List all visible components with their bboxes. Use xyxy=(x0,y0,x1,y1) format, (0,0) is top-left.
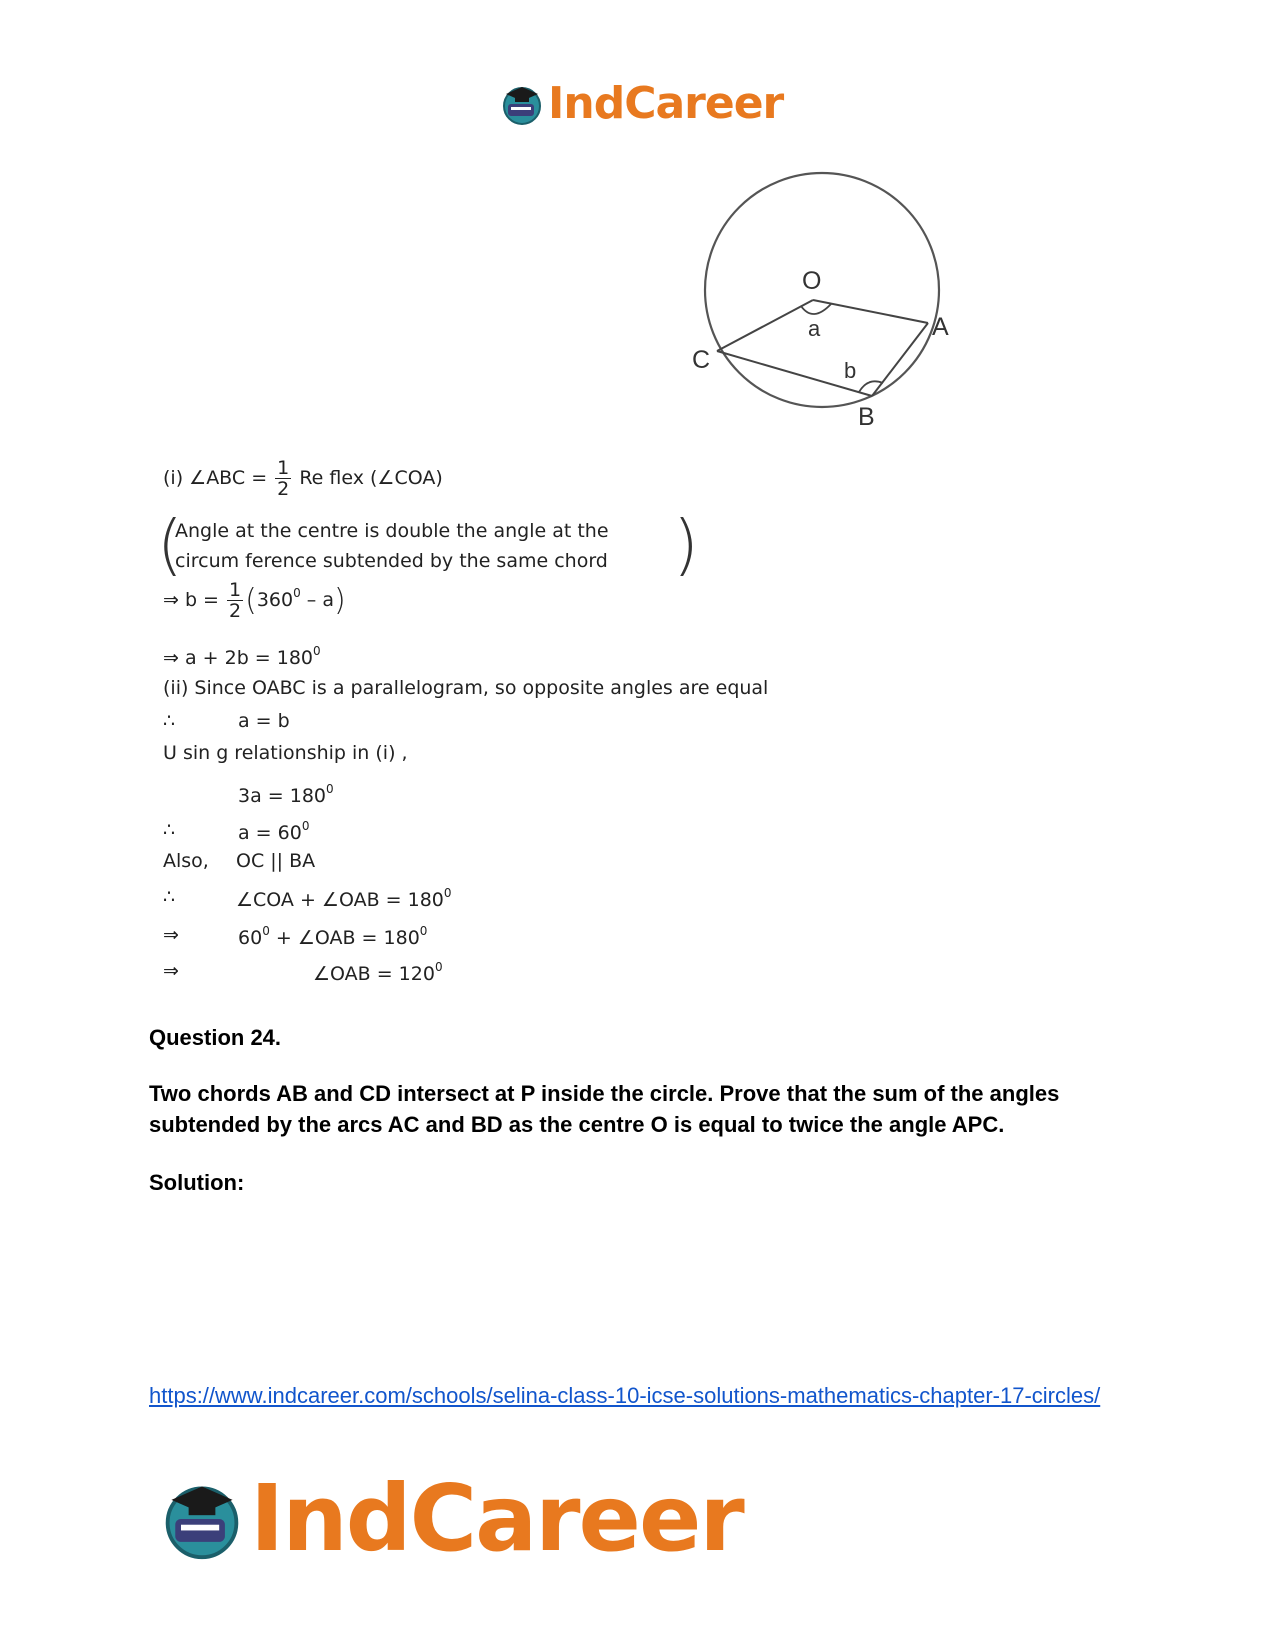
label-angle-a: a xyxy=(808,316,821,341)
solution-line-2b: circum ference subtended by the same chord xyxy=(175,550,608,572)
brand-name: IndCareer xyxy=(250,1465,743,1572)
reflex-coa: Re flex (∠COA) xyxy=(299,467,443,489)
angle-abc-lhs: ∠ABC = xyxy=(189,467,268,489)
solution-line-9: ∴ $a = 60^0$ xyxy=(163,819,310,844)
brand-name: IndCareer xyxy=(548,78,784,129)
solution-line-12: ⇒ $60^0$ + ∠OAB = $180^0$ xyxy=(163,924,428,949)
solution-label: Solution: xyxy=(149,1170,245,1195)
label-b-point: B xyxy=(858,403,875,431)
circle-diagram xyxy=(692,175,1000,460)
question-heading: Question 24. xyxy=(149,1025,282,1050)
label-a-point: A xyxy=(932,313,949,341)
label-o: O xyxy=(802,267,822,295)
graduation-cap-book-globe-icon xyxy=(160,1477,244,1561)
question-text: Two chords AB and CD intersect at P inside the circle. Prove that the sum of the angles subtended by the arcs AC and BD as the centre O is equal to twice the angle APC. xyxy=(149,1081,1060,1137)
source-url-link[interactable]: https://www.indcareer.com/schools/selina-class-10-icse-solutions-mathematics-chapter-17-circles/ xyxy=(149,1383,1101,1408)
solution-line-10: Also, OC || BA xyxy=(163,850,316,872)
fraction-half: $\frac{1}{2}$ xyxy=(277,457,290,500)
solution-line-8: $3a = 180^0$ xyxy=(238,782,334,807)
line-oc xyxy=(717,300,813,351)
close-paren: ) xyxy=(673,506,699,583)
footer-logo xyxy=(160,1465,743,1572)
solution-line-3: ⇒ b = $\frac{1}{2}$ $(360^0 - a)$ xyxy=(163,579,346,622)
solution-line-1 xyxy=(163,458,443,499)
line-oa xyxy=(813,300,928,323)
graduation-cap-book-globe-icon xyxy=(500,82,544,126)
label-angle-b: b xyxy=(844,358,857,383)
circle-outline xyxy=(705,173,939,407)
part-label-i: (i) xyxy=(163,467,184,489)
open-paren: ( xyxy=(157,506,183,583)
header-logo xyxy=(500,78,783,129)
solution-line-2a: Angle at the centre is double the angle at the xyxy=(175,520,609,542)
solution-line-7: U sin g relationship in (i) , xyxy=(163,742,408,764)
solution-line-6: ∴ a = b xyxy=(163,710,290,732)
angle-arc-a xyxy=(801,304,831,314)
label-c-point: C xyxy=(692,346,711,374)
solution-line-13: ⇒ ∠OAB = $120^0$ xyxy=(163,960,443,985)
solution-line-5: (ii) Since OABC is a parallelogram, so opposite angles are equal xyxy=(163,677,769,699)
solution-line-4: ⇒ $a + 2b = 180^0$ xyxy=(163,644,321,669)
solution-line-11: ∴ ∠COA + ∠OAB = $180^0$ xyxy=(163,886,452,911)
line-ba xyxy=(872,323,928,396)
fraction-half-2: $\frac{1}{2}$ xyxy=(229,579,242,622)
